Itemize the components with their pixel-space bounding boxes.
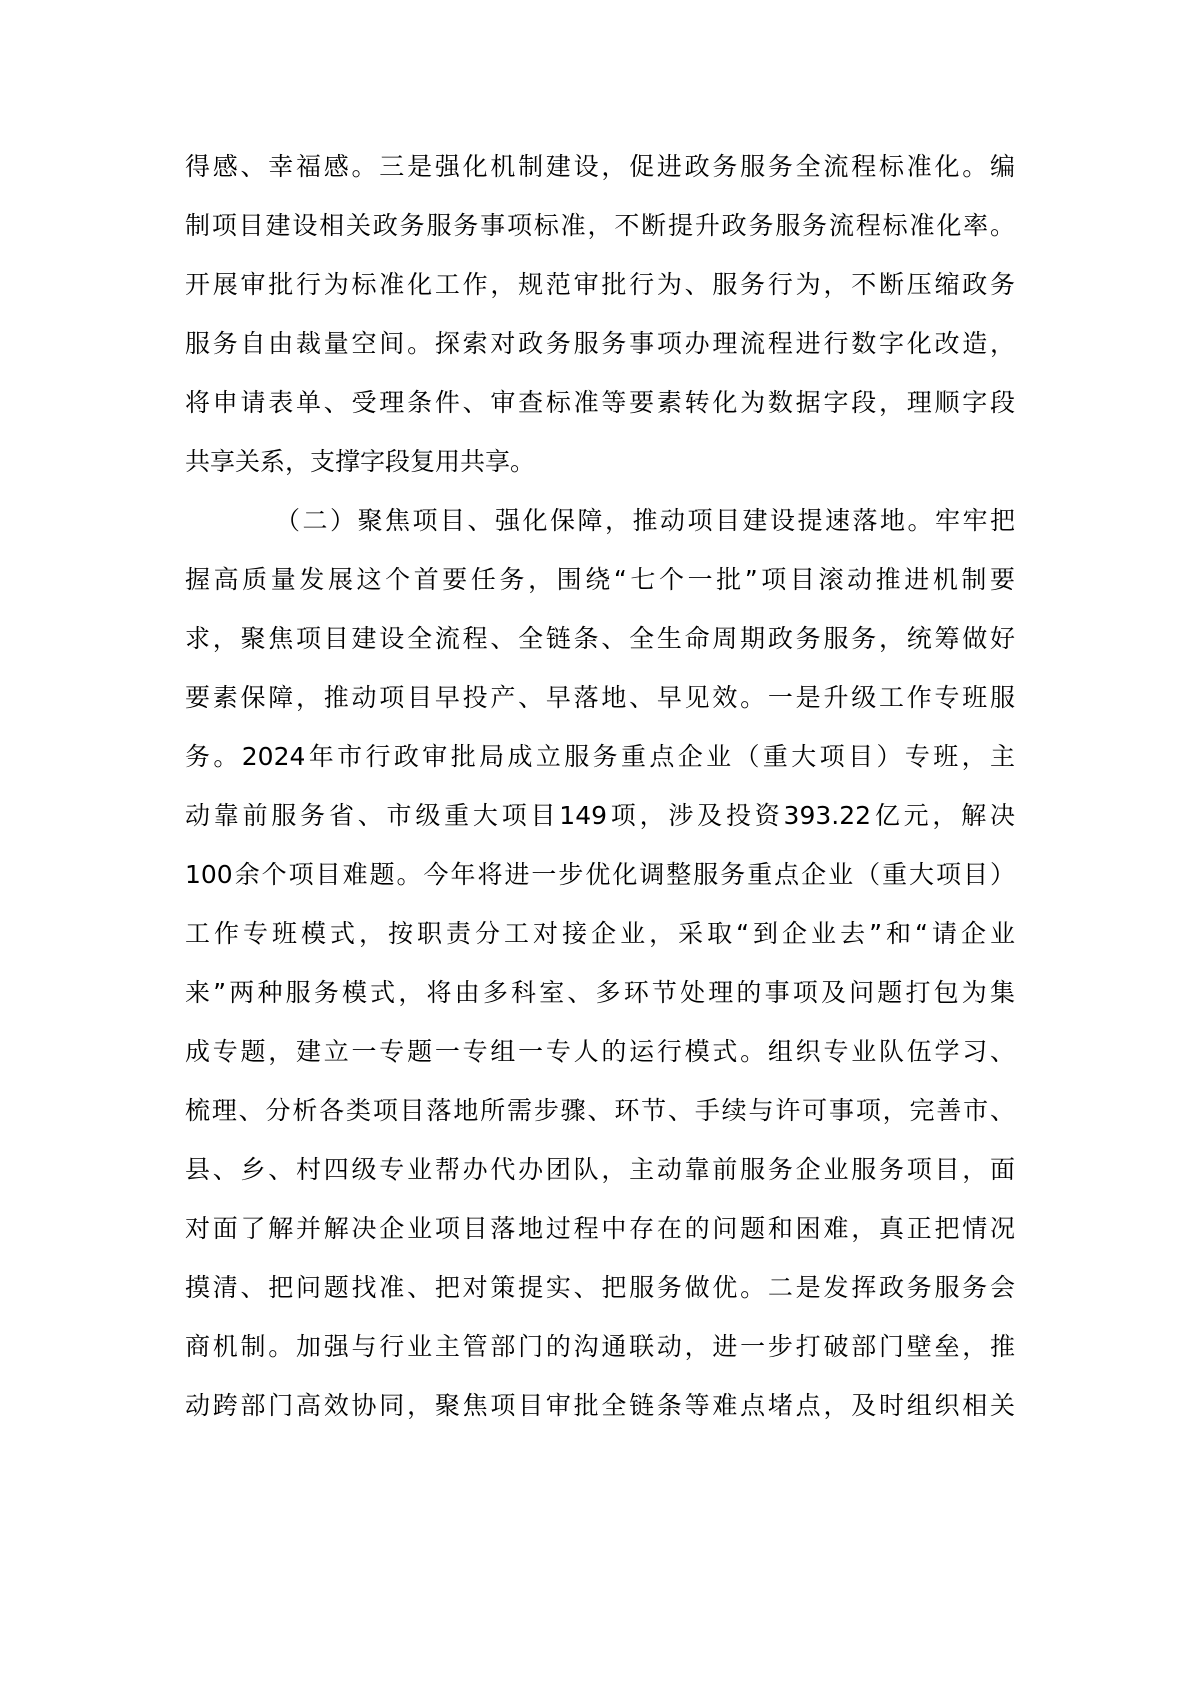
paragraph-1-line-4: 服务自由裁量空间。探索对政务服务事项办理流程进行数字化改造， xyxy=(185,329,1015,358)
paragraph-2-line-8: 工作专班模式，按职责分工对接企业，采取“到企业去”和“请企业 xyxy=(185,919,1015,948)
paragraph-2-line-15: 商机制。加强与行业主管部门的沟通联动，进一步打破部门壁垒，推 xyxy=(185,1332,1015,1361)
paragraph-2-line-13: 对面了解并解决企业项目落地过程中存在的问题和困难，真正把情况 xyxy=(185,1214,1015,1243)
paragraph-2-line-5: 务。2024年市行政审批局成立服务重点企业（重大项目）专班，主 xyxy=(185,742,1015,771)
paragraph-2-line-7: 100余个项目难题。今年将进一步优化调整服务重点企业（重大项目） xyxy=(185,860,1015,889)
paragraph-1-line-3: 开展审批行为标准化工作，规范审批行为、服务行为，不断压缩政务 xyxy=(185,270,1015,299)
paragraph-2-line-16: 动跨部门高效协同，聚焦项目审批全链条等难点堵点，及时组织相关 xyxy=(185,1391,1015,1420)
paragraph-2-line-12: 县、乡、村四级专业帮办代办团队，主动靠前服务企业服务项目，面 xyxy=(185,1155,1015,1184)
paragraph-2-line-11: 梳理、分析各类项目落地所需步骤、环节、手续与许可事项，完善市、 xyxy=(185,1096,1015,1125)
paragraph-2-line-2: 握高质量发展这个首要任务，围绕“七个一批”项目滚动推进机制要 xyxy=(185,565,1015,594)
paragraph-2-line-9: 来”两种服务模式，将由多科室、多环节处理的事项及问题打包为集 xyxy=(185,978,1015,1007)
paragraph-2-line-4: 要素保障，推动项目早投产、早落地、早见效。一是升级工作专班服 xyxy=(185,683,1015,712)
paragraph-2-line-10: 成专题，建立一专题一专组一专人的运行模式。组织专业队伍学习、 xyxy=(185,1037,1015,1066)
paragraph-2-line-3: 求，聚焦项目建设全流程、全链条、全生命周期政务服务，统筹做好 xyxy=(185,624,1015,653)
paragraph-1-line-5: 将申请表单、受理条件、审查标准等要素转化为数据字段，理顺字段 xyxy=(185,388,1015,417)
paragraph-1-line-1: 得感、幸福感。三是强化机制建设，促进政务服务全流程标准化。编 xyxy=(185,152,1015,181)
paragraph-2-line-14: 摸清、把问题找准、把对策提实、把服务做优。二是发挥政务服务会 xyxy=(185,1273,1015,1302)
paragraph-1-line-2: 制项目建设相关政务服务事项标准，不断提升政务服务流程标准化率。 xyxy=(185,211,1015,240)
paragraph-2-line-1: （二）聚焦项目、强化保障，推动项目建设提速落地。牢牢把 xyxy=(275,506,1015,535)
paragraph-1-line-6: 共享关系，支撑字段复用共享。 xyxy=(185,447,536,476)
paragraph-2-line-6: 动靠前服务省、市级重大项目149项，涉及投资393.22亿元，解决 xyxy=(185,801,1015,830)
